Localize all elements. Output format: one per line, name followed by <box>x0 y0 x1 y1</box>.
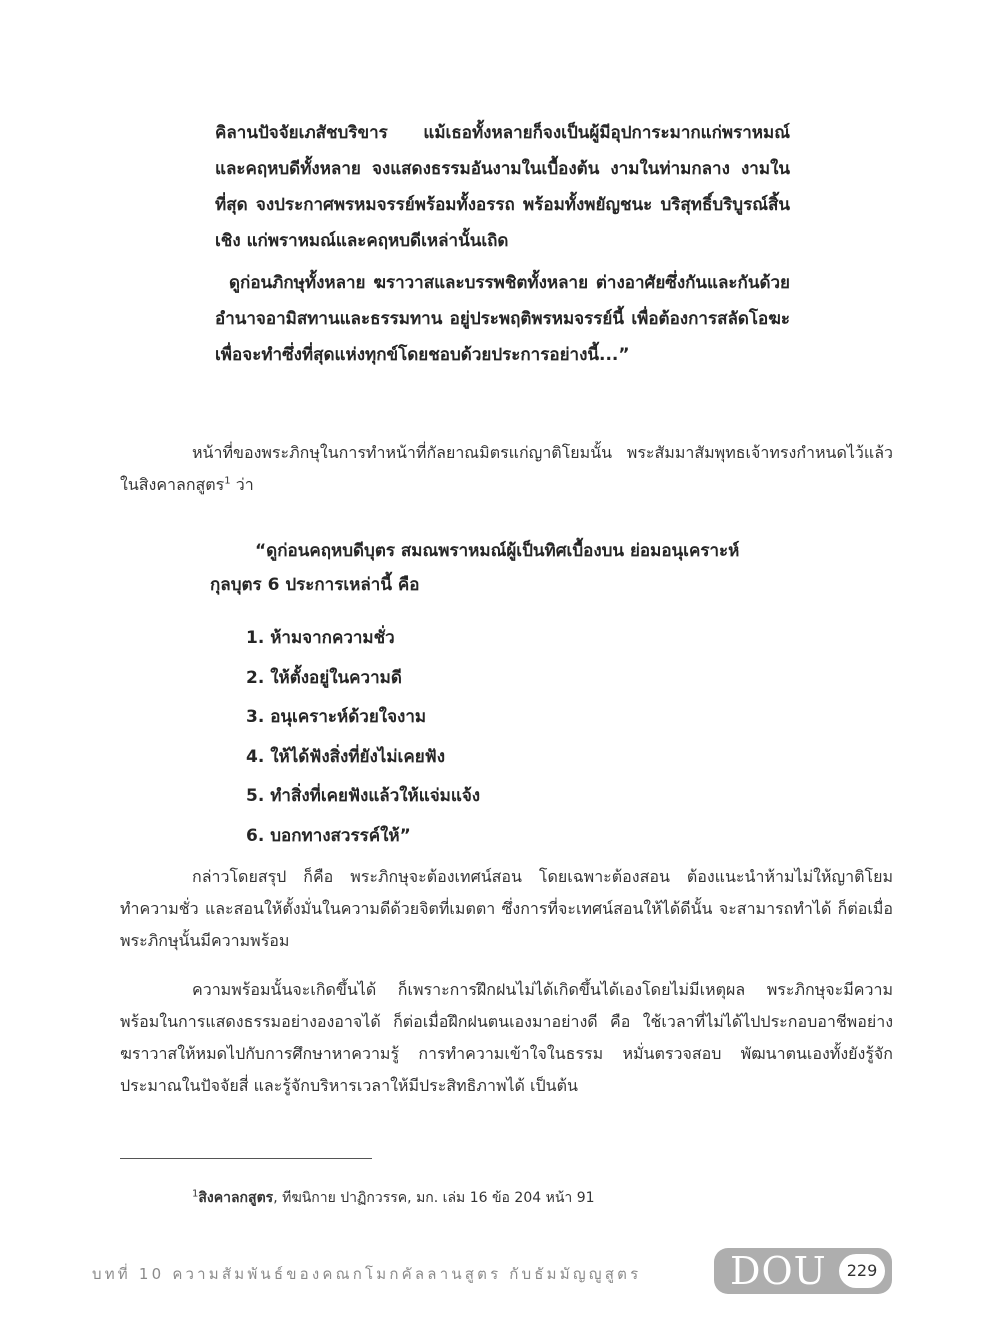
intro-paragraph <box>120 437 893 501</box>
quoted-sutta-text: “ดูก่อนคฤหบดีบุตร สมณพราหมณ์ผู้เป็นทิศเบื้องบน ย่อมอนุเคราะห์กุลบุตร 6 ประการเหล่านี้ คือ <box>210 541 740 595</box>
intro-text: หน้าที่ของพระภิกษุในการทำหน้าที่กัลยาณมิตรแก่ญาติโยมนั้น พระสัมมาสัมพุทธเจ้าทรงกำหนดไว้แล้วในสิงคาลกสูตร <box>120 443 893 494</box>
footnote-divider <box>120 1158 372 1159</box>
quoted-passage-1 <box>215 115 790 373</box>
list-item: 5. ทำสิ่งที่เคยฟังแล้วให้แจ่มแจ้ง <box>246 786 481 806</box>
chapter-title-footer: บทที่ 10 ความสัมพันธ์ของคณกโมกคัลลานสูตร กับธัมมัญญูสูตร <box>92 1265 642 1283</box>
footnote-citation: , ทีฆนิกาย ปาฏิกวรรค, มก. เล่ม 16 ข้อ 204 หน้า 91 <box>273 1190 595 1206</box>
list-item: 1. ห้ามจากความชั่ว <box>246 628 395 648</box>
footnote-reference[interactable]: 1 <box>224 475 231 487</box>
quoted-paragraph-2: ดูก่อนภิกษุทั้งหลาย ฆราวาสและบรรพชิตทั้งหลาย ต่างอาศัยซึ่งกันและกันด้วยอำนาจอามิสทานและธรรมทาน อยู่ประพฤติพรหมจรรย์นี้ เพื่อต้องการสลัดโอฆะเพื่อจะทำซึ่งที่สุดแห่งทุกข์โดยชอบด้วยประการอย่างนี้...” <box>215 273 790 365</box>
footnote-number: 1 <box>192 1188 199 1200</box>
list-item: 6. บอกทางสวรรค์ให้” <box>246 825 411 846</box>
summary-paragraph: กล่าวโดยสรุป ก็คือ พระภิกษุจะต้องเทศน์สอน โดยเฉพาะต้องสอน ต้องแนะนำห้ามไม่ให้ญาติโยมทำความชั่ว และสอนให้ตั้งมั่นในความดีด้วยจิตที่เมตตา ซึ่งการที่จะเทศน์สอนให้ได้ดีนั้น จะสามารถทำได้ ก็ต่อเมื่อพระภิกษุนั้นมีความพร้อม <box>120 867 893 950</box>
readiness-paragraph: ความพร้อมนั้นจะเกิดขึ้นได้ ก็เพราะการฝึกฝนไม่ได้เกิดขึ้นได้เองโดยไม่มีเหตุผล พระภิกษุจะมีความพร้อมในการแสดงธรรมอย่างองอาจได้ ก็ต่อเมื่อฝึกฝนตนเองมาอย่างดี คือ ใช้เวลาที่ไม่ได้ไปประกอบอาชีพอย่างฆราวาสให้หมดไปกับการศึกษาหาความรู้ การทำความเข้าใจในธรรม หมั่นตรวจสอบ พัฒนาตนเองทั้งยังรู้จักประมาณในปัจจัยสี่ และรู้จักบริหารเวลาให้มีประสิทธิภาพได้ เป็นต้น <box>120 980 893 1095</box>
quoted-paragraph-1: คิลานปัจจัยเภสัชบริขาร แม้เธอทั้งหลายก็จงเป็นผู้มีอุปการะมากแก่พราหมณ์และคฤหบดีทั้งหลาย จงแสดงธรรมอันงามในเบื้องต้น งามในท่ามกลาง งามในที่สุด จงประกาศพรหมจรรย์พร้อมทั้งอรรถ พร้อมทั้งพยัญชนะ บริสุทธิ์บริบูรณ์สิ้นเชิง แก่พราหมณ์และคฤหบดีเหล่านั้นเถิด <box>215 123 790 251</box>
footer-badge <box>714 1248 892 1294</box>
intro-tail: ว่า <box>230 475 254 494</box>
duties-list <box>246 620 480 857</box>
dou-logo: DOU <box>730 1249 827 1293</box>
footnote-title: สิงคาลกสูตร <box>198 1190 274 1206</box>
quoted-passage-2 <box>210 534 790 602</box>
page-number: 229 <box>839 1254 885 1288</box>
list-item: 2. ให้ตั้งอยู่ในความดี <box>246 667 402 688</box>
footnote <box>192 1187 595 1209</box>
list-item: 3. อนุเคราะห์ด้วยใจงาม <box>246 707 427 727</box>
list-item: 4. ให้ได้ฟังสิ่งที่ยังไม่เคยฟัง <box>246 746 446 767</box>
